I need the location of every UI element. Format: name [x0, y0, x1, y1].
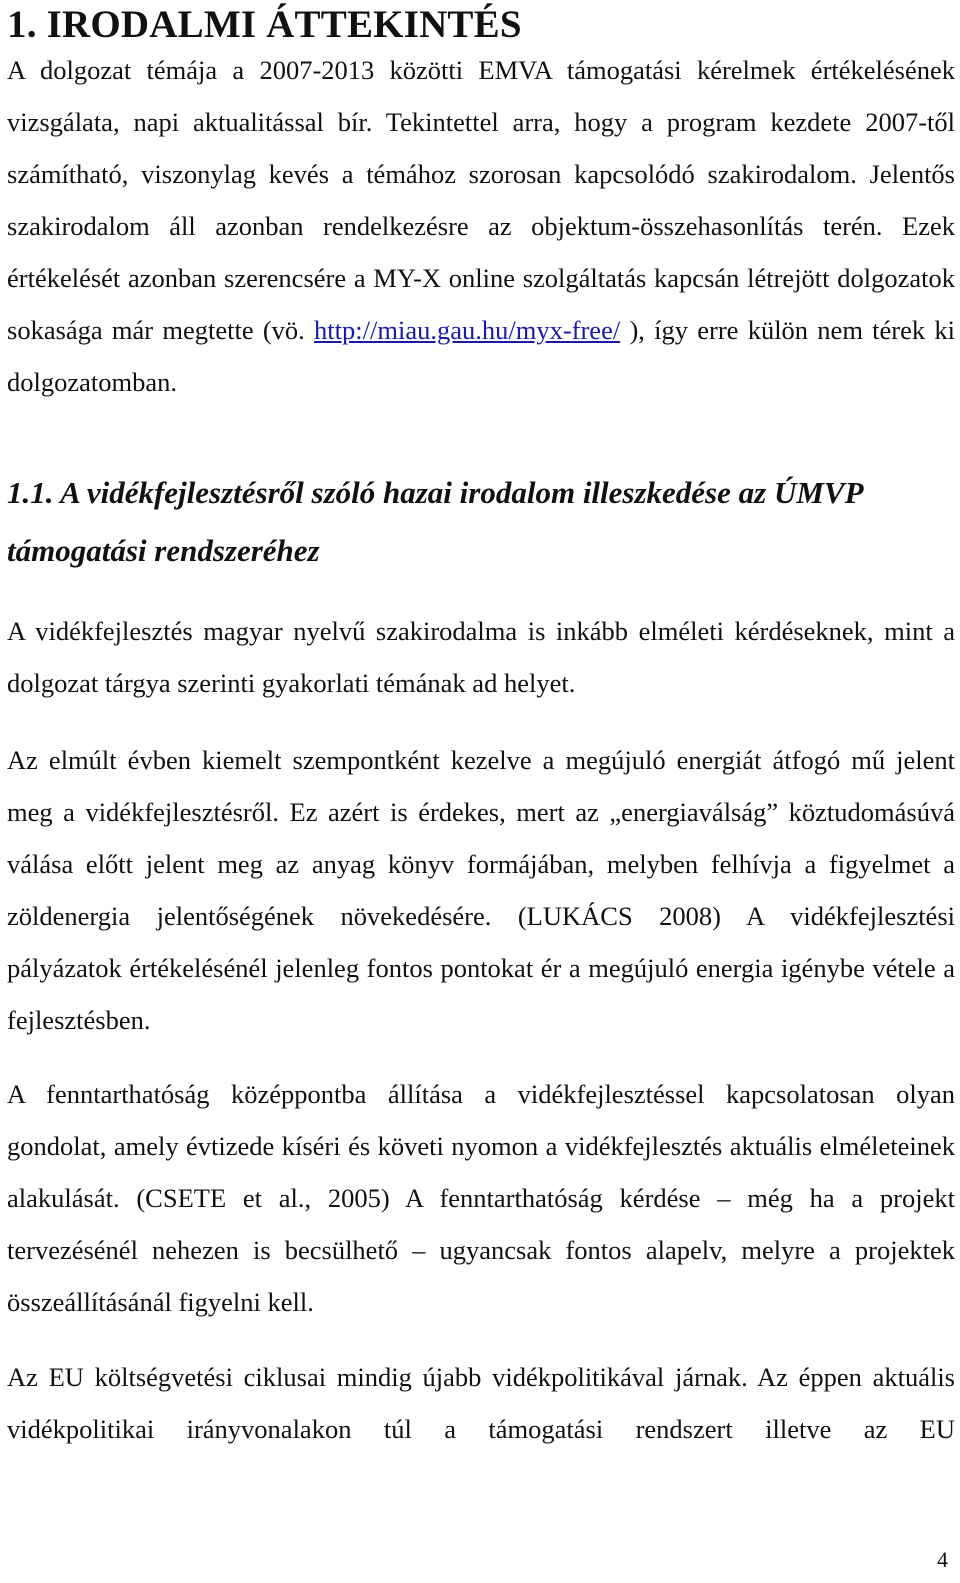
paragraph-4: Az EU költségvetési ciklusai mindig újabb vidékpolitikával járnak. Az éppen aktuális vidékpolitikai irányvonalakon túl a támogatási rendszert illetve az EU — [7, 1362, 955, 1444]
intro-text-end: ), így erre külön nem térek ki dolgozatomban. — [7, 315, 955, 397]
paragraph-2: Az elmúlt évben kiemelt szempontként kezelve a megújuló energiát átfogó mű jelent meg a vidékfejlesztésről. Ez azért is érdekes, mert az „energiaválság” köztudomásúvá válása előtt jelent meg az anyag könyv formájában, melyben felhívja a figyelmet a zöldenergia jelentőségének növekedésére. (LUKÁCS 2008) A vidékfejlesztési pályázatok értékelésénél jelenleg fontos pontokat ér a megújuló energia igénybe vétele a fejlesztésben. — [7, 745, 955, 1035]
paragraph-3: A fenntarthatóság középpontba állítása a vidékfejlesztéssel kapcsolatosan olyan gondolat, amely évtizede kíséri és követi nyomon a vidékfejlesztés aktuális elméleteinek alakulását. (CSETE et al., 2005) A fenntarthatóság kérdése – még ha a projekt tervezésénél nehezen is becsülhető – ugyancsak fontos alapelv, melyre a projektek összeállításánál figyelni kell. — [7, 1079, 955, 1317]
page-number: 4 — [937, 1547, 948, 1572]
intro-text: A dolgozat témája a 2007-2013 közötti EMVA támogatási kérelmek értékelésének vizsgálata, napi aktualitással bír. Tekintettel arra, hogy a program kezdete 2007-től számítható, viszonylag kevés a témához szorosan kapcsolódó szakirodalom. Jelentős szakirodalom áll azonban rendelkezésre az objektum-összehasonlítás terén. Ezek értékelését azonban szerencsére a MY-X online szolgáltatás kapcsán létrejött dolgozatok sokasága már megtette (vö. — [7, 55, 955, 345]
myx-free-link[interactable]: http://miau.gau.hu/myx-free/ — [314, 315, 621, 345]
chapter-heading: 1. IRODALMI ÁTTEKINTÉS — [7, 3, 522, 46]
paragraph-1: A vidékfejlesztés magyar nyelvű szakirodalma is inkább elméleti kérdéseknek, mint a dolgozat tárgya szerinti gyakorlati témának ad helyet. — [7, 616, 955, 698]
intro-paragraph — [7, 44, 955, 408]
section-heading: 1.1. A vidékfejlesztésről szóló hazai irodalom illeszkedése az ÚMVP támogatási rendszeréhez — [7, 475, 863, 568]
